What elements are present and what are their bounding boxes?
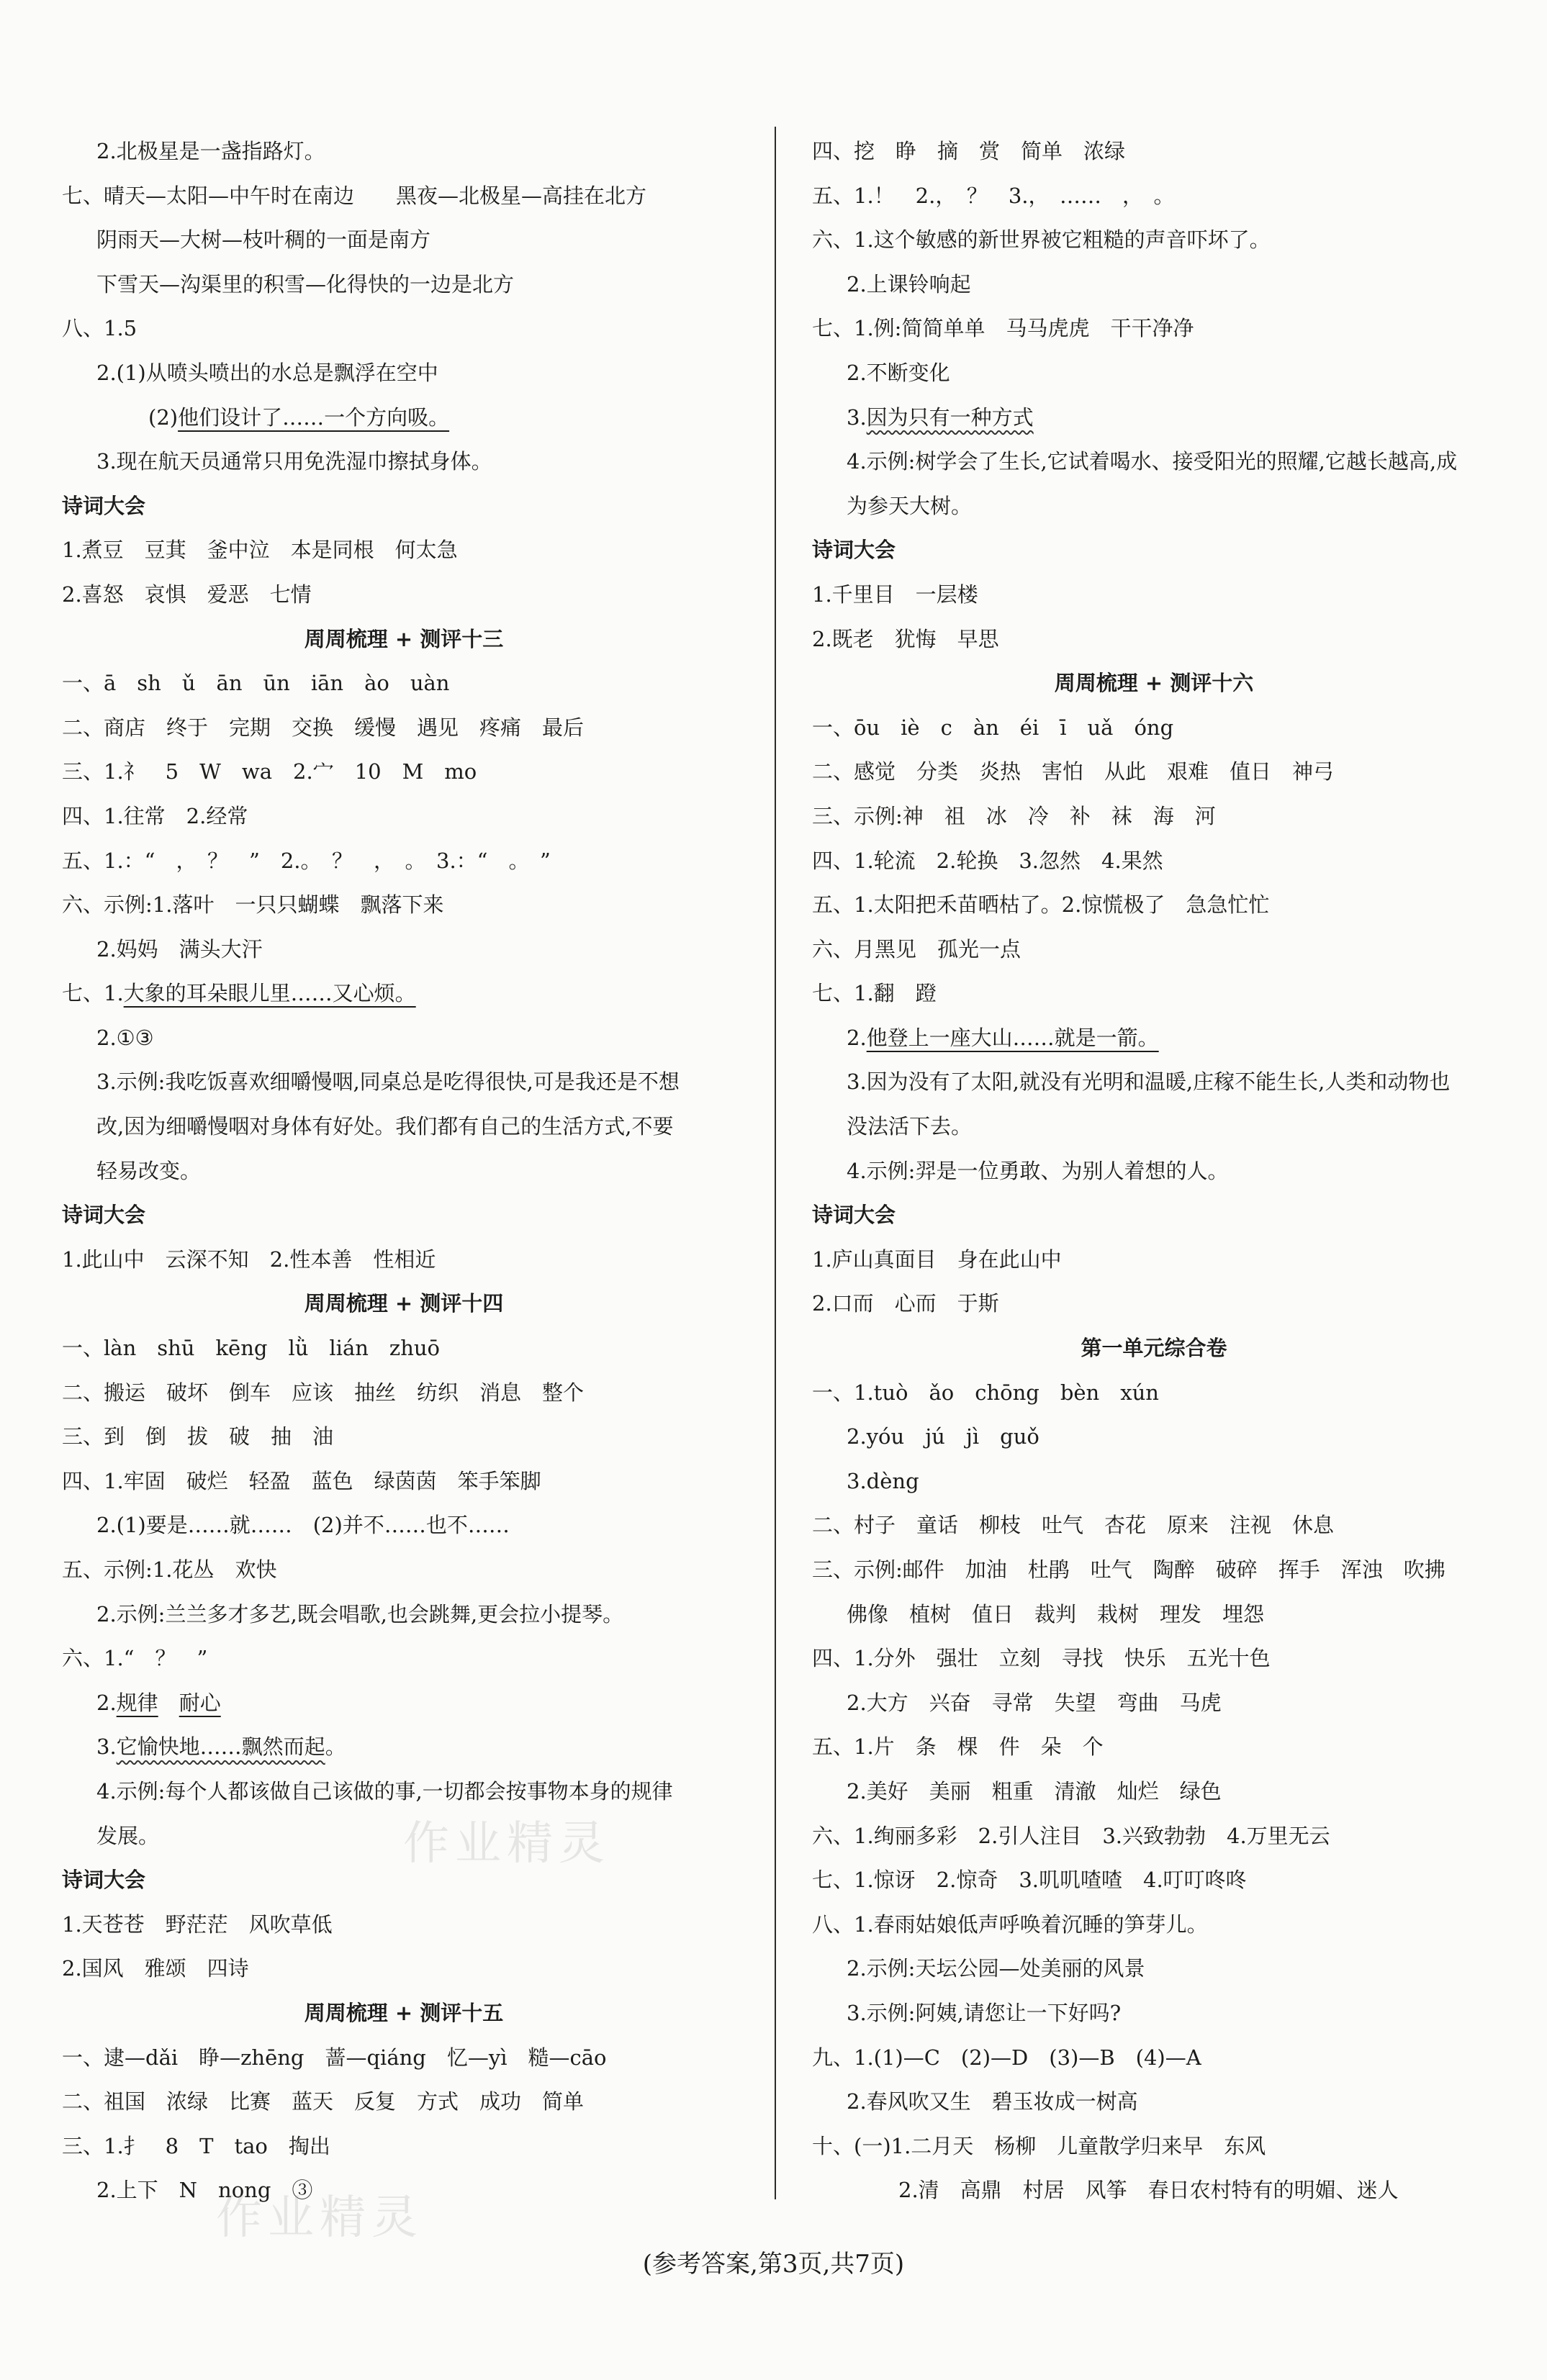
answer-line: 3.示例:我吃饭喜欢细嚼慢咽,同桌总是吃得很快,可是我还是不想 xyxy=(96,1069,680,1095)
section-title: 周周梳理 + 测评十四 xyxy=(304,1291,504,1316)
underlined-answer: 大象的耳朵眼儿里……又心烦。 xyxy=(123,981,416,1006)
answer-line: 二、祖国 浓绿 比赛 蓝天 反复 方式 成功 简单 xyxy=(62,2089,585,2114)
answer-suffix: 。 xyxy=(325,1734,346,1760)
answer-line: 二、感觉 分类 炎热 害怕 从此 艰难 值日 神弓 xyxy=(812,759,1335,784)
answer-separator xyxy=(158,1691,179,1715)
answer-line: 1.煮豆 豆萁 釜中泣 本是同根 何太急 xyxy=(62,538,458,563)
answer-line: 2.喜怒 哀惧 爱恶 七情 xyxy=(62,582,312,607)
answer-line: 六、1.这个敏感的新世界被它粗糙的声音吓坏了。 xyxy=(812,227,1271,253)
answer-line: 2.北极星是一盏指路灯。 xyxy=(96,139,325,163)
answer-line: 二、村子 童话 柳枝 吐气 杏花 原来 注视 休息 xyxy=(812,1513,1335,1538)
answer-line: 二、搬运 破坏 倒车 应该 抽丝 纺织 消息 整个 xyxy=(62,1380,585,1405)
answer-line: 二、商店 终于 完期 交换 缓慢 遇见 疼痛 最后 xyxy=(62,715,585,740)
answer-line: 2.大方 兴奋 寻常 失望 弯曲 马虎 xyxy=(847,1690,1222,1715)
answer-line: 七、晴天—太阳—中午时在南边 黑夜—北极星—高挂在北方 xyxy=(62,183,647,208)
answer-line: 七、1.惊讶 2.惊奇 3.叽叽喳喳 4.叮叮咚咚 xyxy=(812,1868,1247,1893)
answer-line: 2.yóu jú jì guǒ xyxy=(847,1424,1039,1449)
section-heading: 诗词大会 xyxy=(62,493,146,518)
answer-line: 七、1.例:简简单单 马马虎虎 干干净净 xyxy=(812,316,1194,341)
answer-line: 四、挖 睁 摘 赏 简单 浓绿 xyxy=(812,139,1126,163)
answer-line: 1.庐山真面目 身在此山中 xyxy=(812,1246,1062,1272)
answer-line: 三、到 倒 拔 破 抽 油 xyxy=(62,1424,334,1449)
answer-line: 五、1.：“ ， ？ ” 2.。 ？ ， 。 3.：“ 。 ” xyxy=(62,848,551,873)
answer-prefix: 七、1. xyxy=(62,981,124,1006)
answer-line: 一、ōu iè c àn éi ī uǎ óng xyxy=(812,715,1174,740)
answer-prefix: (2) xyxy=(148,404,179,430)
section-heading: 诗词大会 xyxy=(62,1203,146,1228)
section-heading: 诗词大会 xyxy=(62,1868,146,1893)
answer-line: 3.dèng xyxy=(847,1468,919,1493)
section-title: 周周梳理 + 测评十五 xyxy=(304,2000,504,2025)
answer-line: 三、示例:神 祖 冰 冷 补 袜 海 河 xyxy=(812,803,1216,828)
answer-line xyxy=(62,1725,746,1770)
answer-line: 1.千里目 一层楼 xyxy=(812,582,978,607)
section-heading: 诗词大会 xyxy=(812,1203,896,1228)
answer-line: 四、1.分外 强壮 立刻 寻找 快乐 五光十色 xyxy=(812,1646,1271,1671)
answer-line: 2.示例:兰兰多才多艺,既会唱歌,也会跳舞,更会拉小提琴。 xyxy=(96,1601,624,1626)
wavy-underlined-answer: 因为只有一种方式 xyxy=(866,404,1034,430)
answer-line: 2.上下 N nong ③ xyxy=(96,2178,313,2203)
answer-line: 4.示例:每个人都该做自己该做的事,一切都会按事物本身的规律 xyxy=(96,1778,673,1804)
answer-line: 为参天大树。 xyxy=(847,493,973,518)
answer-line xyxy=(62,396,746,440)
answer-line: 1.此山中 云深不知 2.性本善 性相近 xyxy=(62,1246,436,1272)
answer-line xyxy=(62,972,746,1016)
answer-line: 4.示例:树学会了生长,它试着喝水、接受阳光的照耀,它越长越高,成 xyxy=(847,449,1458,474)
answer-line: 四、1.往常 2.经常 xyxy=(62,803,248,828)
answer-line: 3.示例:阿姨,请您让一下好吗? xyxy=(847,2000,1122,2025)
answer-line: 3.现在航天员通常只用免洗湿巾擦拭身体。 xyxy=(96,449,492,474)
answer-line: 2.(1)要是……就…… (2)并不……也不…… xyxy=(96,1513,510,1538)
answer-line: 2.国风 雅颂 四诗 xyxy=(62,1956,249,1981)
answer-line xyxy=(812,396,1496,440)
answer-prefix: 3. xyxy=(96,1734,117,1760)
answer-line: 2.(1)从喷头喷出的水总是飘浮在空中 xyxy=(96,360,438,385)
answer-line: 七、1.翻 蹬 xyxy=(812,981,937,1006)
left-column xyxy=(62,130,746,2213)
answer-line: 六、1.绚丽多彩 2.引人注目 3.兴致勃勃 4.万里无云 xyxy=(812,1823,1330,1848)
answer-line: 三、1.礻 5 W wa 2.宀 10 M mo xyxy=(62,759,477,784)
section-title: 周周梳理 + 测评十三 xyxy=(304,626,504,651)
answer-line xyxy=(62,1681,746,1726)
answer-line: 没法活下去。 xyxy=(847,1114,973,1139)
answer-line: 2.美好 美丽 粗重 清澈 灿烂 绿色 xyxy=(847,1778,1222,1804)
answer-line: 一、逮—dǎi 睁—zhēng 蔷—qiáng 忆—yì 糙—cāo xyxy=(62,2045,607,2070)
right-column xyxy=(812,130,1496,2213)
watermark: 作业精灵 xyxy=(216,2191,423,2245)
answer-line: 2.既老 犹悔 早思 xyxy=(812,626,999,651)
answer-line: 六、1.“ ？ ” xyxy=(62,1646,208,1671)
answer-line: 一、ā sh ǔ ān ūn iān ào uàn xyxy=(62,671,450,696)
answer-line: 四、1.牢固 破烂 轻盈 蓝色 绿茵茵 笨手笨脚 xyxy=(62,1468,541,1493)
section-title: 周周梳理 + 测评十六 xyxy=(1054,671,1254,696)
answer-line: 阴雨天—大树—枝叶稠的一面是南方 xyxy=(96,227,431,253)
column-divider xyxy=(775,127,776,2199)
page-footer: (参考答案,第3页,共7页) xyxy=(642,2250,905,2279)
answer-line: 一、làn shū kēng lǜ lián zhuō xyxy=(62,1336,441,1361)
answer-prefix: 2. xyxy=(847,1025,867,1050)
answer-line: 2.清 高鼎 村居 风筝 春日农村特有的明媚、迷人 xyxy=(898,2178,1399,2203)
answer-line: 2.妈妈 满头大汗 xyxy=(96,936,263,961)
answer-line: 3.因为没有了太阳,就没有光明和温暖,庄稼不能生长,人类和动物也 xyxy=(847,1069,1451,1095)
answer-line: 佛像 植树 值日 裁判 栽树 理发 埋怨 xyxy=(847,1601,1265,1626)
answer-line: 三、1.扌 8 T tao 掏出 xyxy=(62,2133,330,2158)
answer-line xyxy=(812,1016,1496,1061)
answer-line: 五、1.！ 2.， ？ 3.， …… ， 。 xyxy=(812,183,1175,208)
answer-line: 五、示例:1.花丛 欢快 xyxy=(62,1557,277,1582)
answer-line: 六、示例:1.落叶 一只只蝴蝶 飘落下来 xyxy=(62,892,444,918)
answer-line: 4.示例:羿是一位勇敢、为别人着想的人。 xyxy=(847,1158,1229,1183)
answer-line: 十、(一)1.二月天 杨柳 儿童散学归来早 东风 xyxy=(812,2133,1266,2158)
answer-line: 五、1.太阳把禾苗晒枯了。2.惊慌极了 急急忙忙 xyxy=(812,892,1270,918)
answer-line: 发展。 xyxy=(96,1823,160,1848)
answer-line: 四、1.轮流 2.轮换 3.忽然 4.果然 xyxy=(812,848,1163,873)
underlined-answer: 他登上一座大山……就是一箭。 xyxy=(866,1025,1159,1050)
answer-line: 一、1.tuò ǎo chōng bèn xún xyxy=(812,1380,1159,1405)
answer-line: 1.天苍苍 野茫茫 风吹草低 xyxy=(62,1911,333,1937)
answer-line: 下雪天—沟渠里的积雪—化得快的一边是北方 xyxy=(96,271,515,297)
answer-line: 改,因为细嚼慢咽对身体有好处。我们都有自己的生活方式,不要 xyxy=(96,1114,674,1139)
answer-line: 2.示例:天坛公园—处美丽的风景 xyxy=(847,1956,1145,1981)
answer-line: 五、1.片 条 棵 件 朵 个 xyxy=(812,1734,1104,1760)
answer-line: 2.上课铃响起 xyxy=(847,271,971,297)
section-title: 第一单元综合卷 xyxy=(1081,1336,1227,1361)
underlined-answer: 他们设计了……一个方向吸。 xyxy=(178,404,450,430)
watermark: 作业精灵 xyxy=(403,1817,610,1870)
answer-line: 八、1.春雨姑娘低声呼唤着沉睡的笋芽儿。 xyxy=(812,1911,1208,1937)
answer-line: 2.①③ xyxy=(96,1025,154,1050)
wavy-underlined-answer: 它愉快地……飘然而起 xyxy=(116,1734,325,1760)
answer-line: 三、示例:邮件 加油 杜鹃 吐气 陶醉 破碎 挥手 浑浊 吹拂 xyxy=(812,1557,1445,1582)
answer-line: 八、1.5 xyxy=(62,316,137,341)
answer-prefix: 3. xyxy=(847,404,867,430)
underlined-answer: 规律 xyxy=(116,1690,158,1715)
answer-prefix: 2. xyxy=(96,1690,117,1715)
answer-line: 轻易改变。 xyxy=(96,1158,202,1183)
answer-line: 六、月黑见 孤光一点 xyxy=(812,936,1021,961)
answer-line: 2.不断变化 xyxy=(847,360,950,385)
answer-line: 2.口而 心而 于斯 xyxy=(812,1291,999,1316)
underlined-answer: 耐心 xyxy=(179,1690,221,1715)
answer-line: 九、1.(1)—C (2)—D (3)—B (4)—A xyxy=(812,2045,1201,2070)
answer-line: 2.春风吹又生 碧玉妆成一树高 xyxy=(847,2089,1138,2114)
section-heading: 诗词大会 xyxy=(812,538,896,563)
